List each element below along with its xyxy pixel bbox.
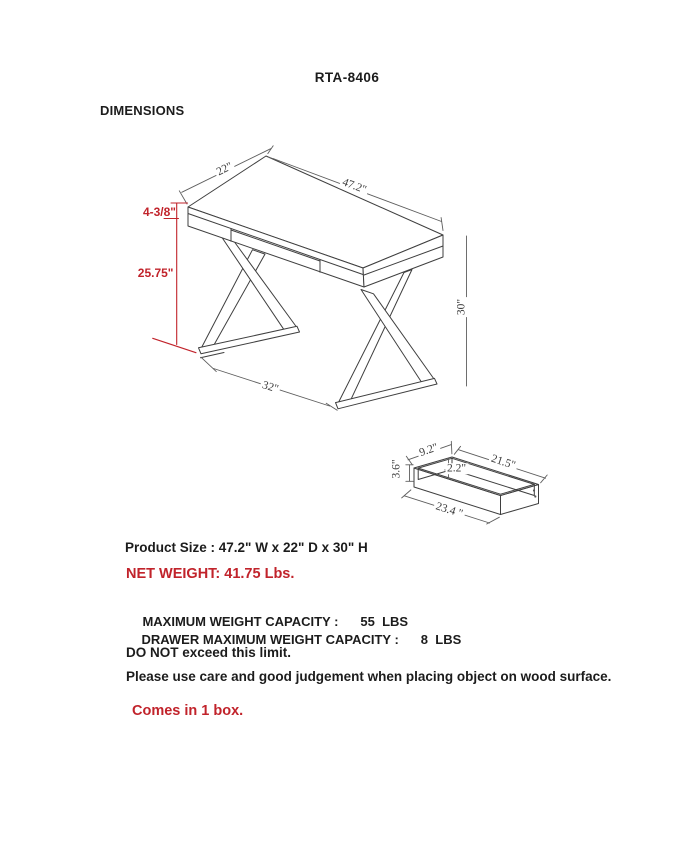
dim-label-base-span: 32": [259, 379, 282, 396]
dim-label-legroom-height: 25.75": [137, 266, 174, 280]
max-weight-capacity-label: MAXIMUM WEIGHT CAPACITY :: [142, 614, 339, 629]
dim-label-drawer-inner-height: 2.2": [446, 461, 467, 474]
dim-label-depth: 22": [213, 160, 236, 179]
drawer-drawing: [414, 457, 539, 515]
max-weight-capacity-value: 55 LBS: [360, 614, 409, 629]
desk-right-leg: [336, 270, 438, 409]
dim-label-drawer-face-height: 4-3/8": [142, 204, 176, 219]
dim-label-drawer-outer-width: 23.4 ": [432, 500, 466, 521]
box-note-text: Comes in 1 box.: [132, 703, 244, 719]
drawer-weight-capacity-label: DRAWER MAXIMUM WEIGHT CAPACITY :: [141, 632, 399, 647]
section-label-dimensions: DIMENSIONS: [100, 103, 185, 118]
care-warning-text: Please use care and good judgement when placing object on wood surface.: [126, 669, 612, 684]
dim-label-drawer-inner-width: 21.5": [487, 453, 518, 473]
desk-drawing: [188, 156, 443, 409]
limit-warning-text: DO NOT exceed this limit.: [126, 645, 292, 660]
dim-label-drawer-height: 3.6": [389, 459, 402, 479]
dim-label-height: 30": [455, 298, 468, 316]
dim-label-width: 47.2": [338, 177, 369, 198]
net-weight-text: NET WEIGHT: 41.75 Lbs.: [126, 566, 295, 582]
page-title: RTA-8406: [314, 70, 380, 85]
dim-label-drawer-depth: 9.2": [416, 441, 442, 459]
drawer-weight-capacity-value: 8 LBS: [420, 632, 462, 647]
product-size-text: Product Size : 47.2" W x 22" D x 30" H: [125, 540, 368, 555]
